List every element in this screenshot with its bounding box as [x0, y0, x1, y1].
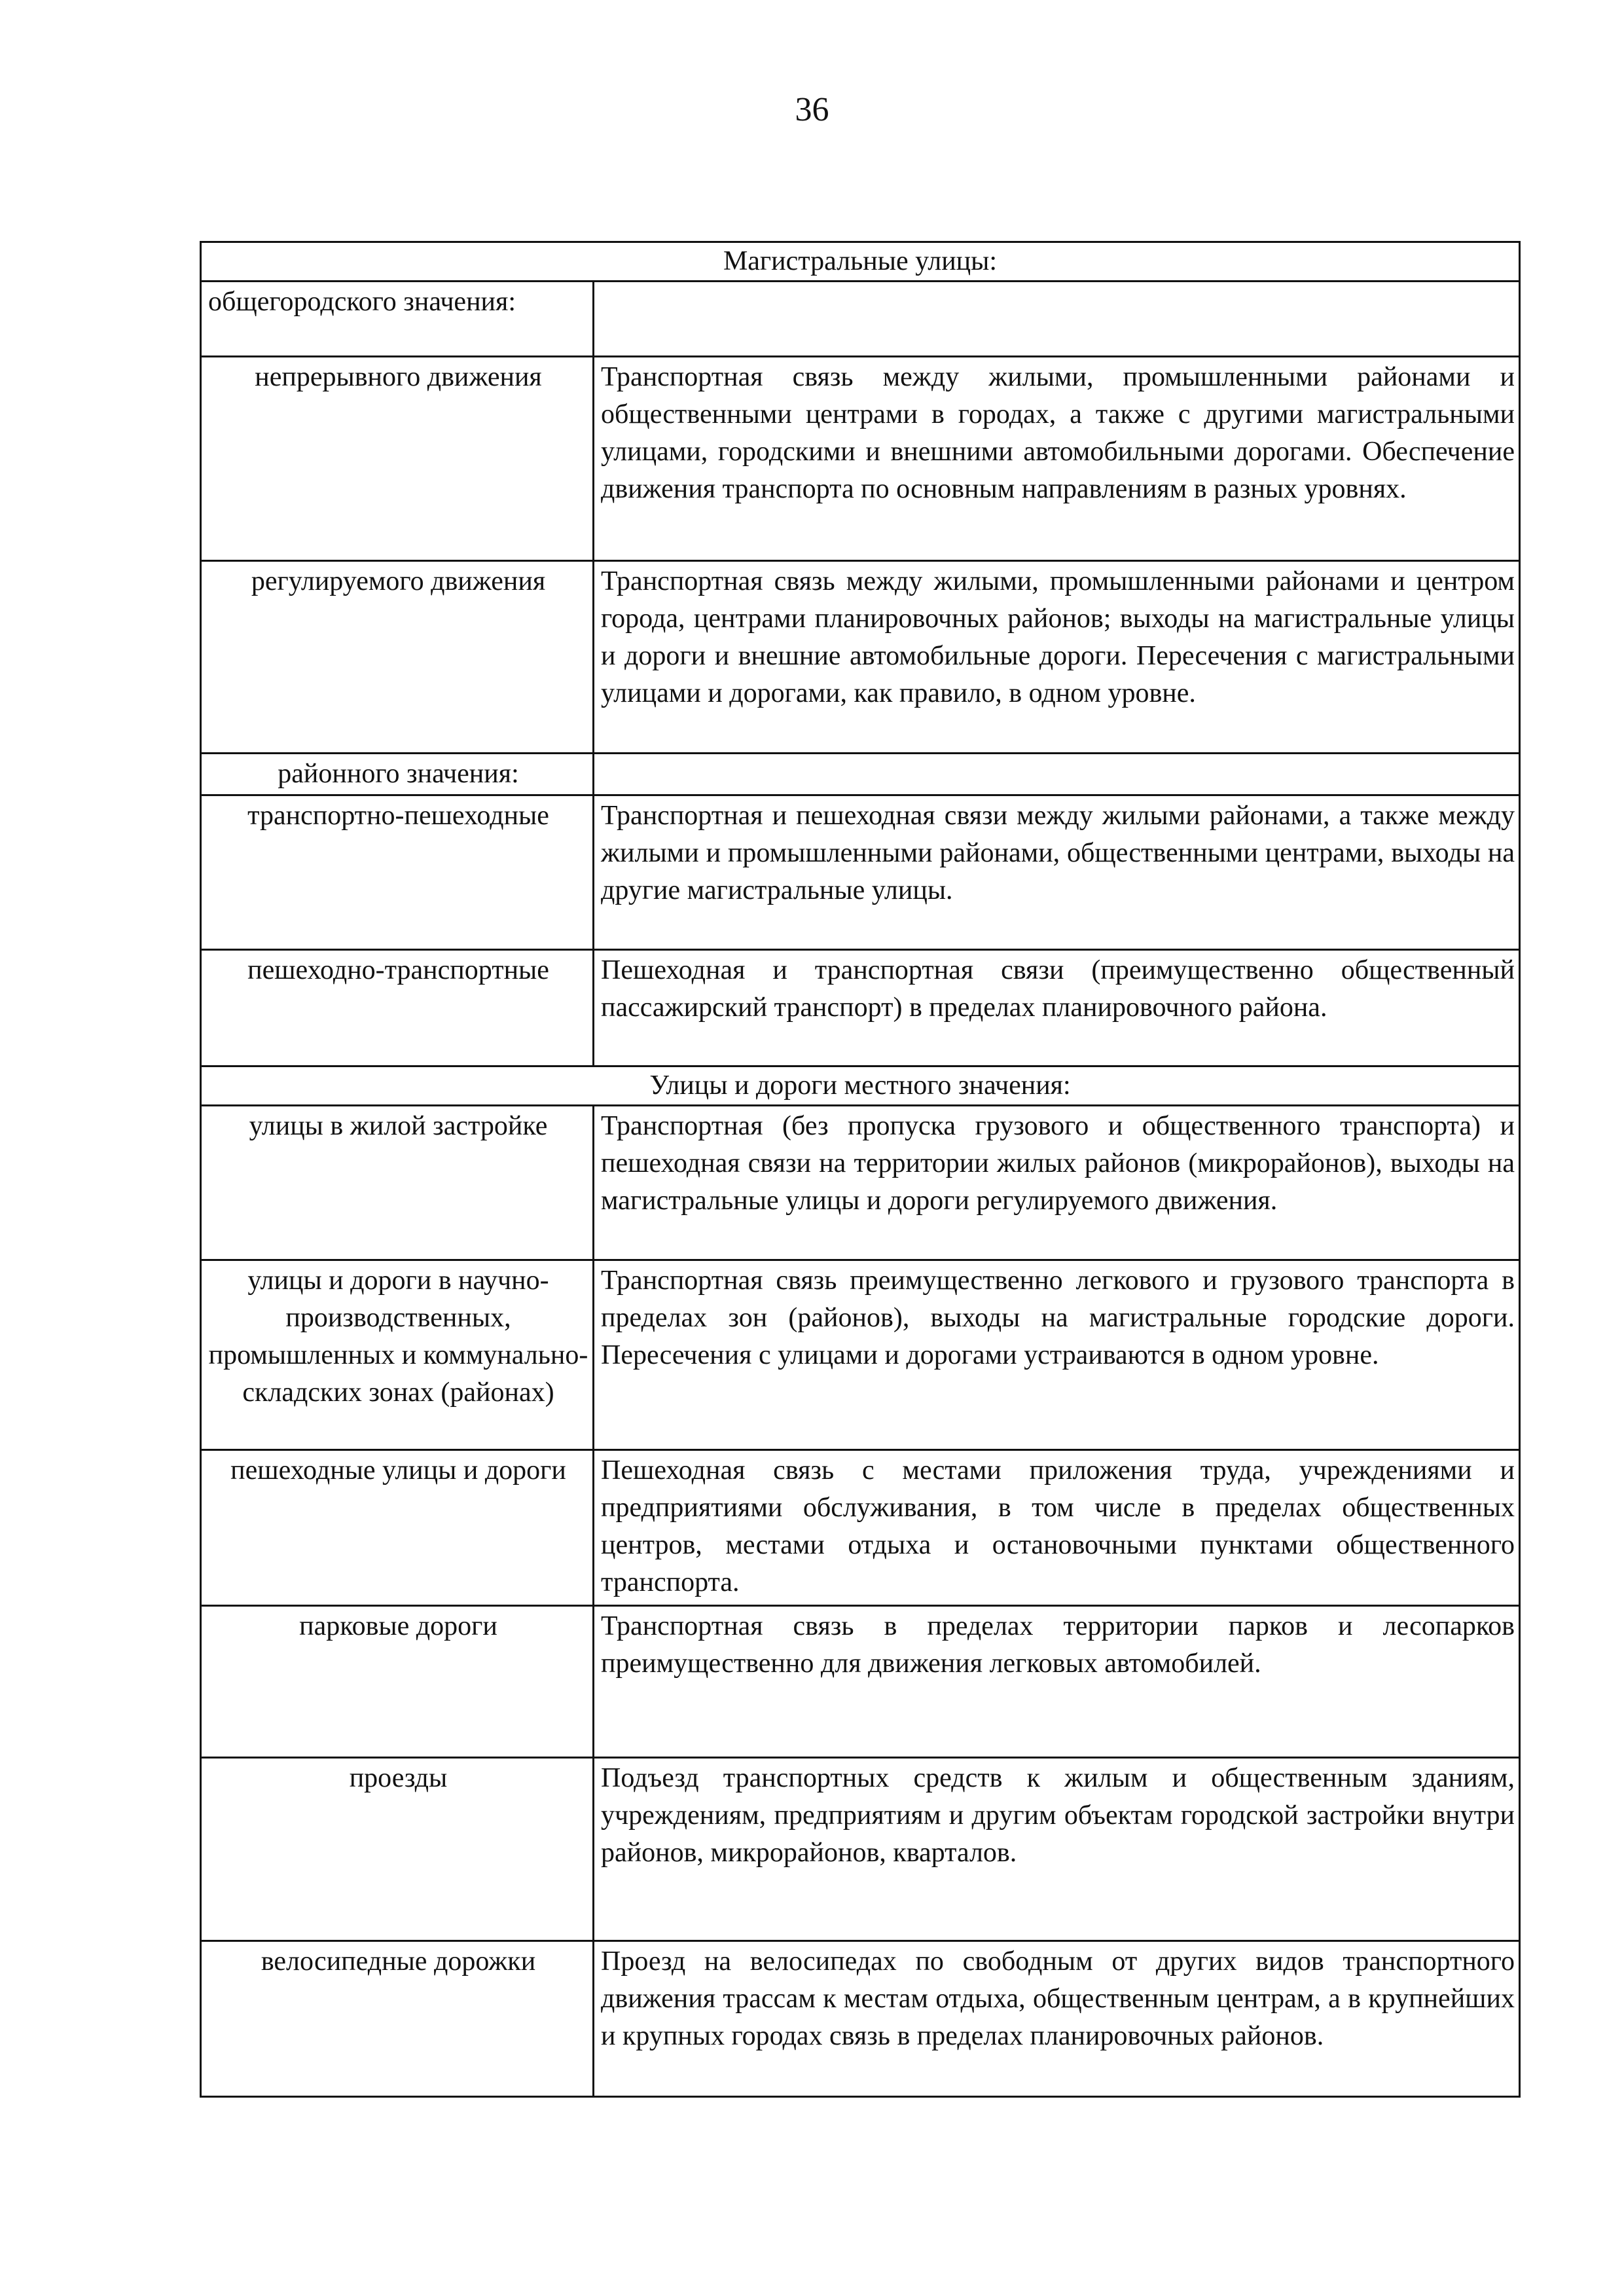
row-description: Транспортная связь между жилыми, промышленными районами и общественными центрами в городах, а также с другими магистральными улицами, городскими и внешними автомобильными дорогами. Обеспечение движения транспорта по основным направлениям в разных уровнях. [594, 357, 1520, 561]
table-row [201, 282, 1520, 357]
row-name: регулируемого движения [201, 561, 594, 754]
table-row [201, 1941, 1520, 2097]
row-name: пешеходно-транспортные [201, 950, 594, 1066]
table-row [201, 1260, 1520, 1450]
street-classification-table [200, 241, 1521, 2098]
table-row [201, 795, 1520, 950]
row-description: Транспортная связь преимущественно легкового и грузового транспорта в пределах зон (районов), выходы на магистральные городские дороги. Пересечения с улицами и дорогами устраиваются в одном уровне. [594, 1260, 1520, 1450]
row-description: Проезд на велосипедах по свободным от других видов транспортного движения трассам к местам отдыха, общественным центрам, а в крупнейших и крупных городах связь в пределах планировочных районов. [594, 1941, 1520, 2097]
row-description: Пешеходная связь с местами приложения труда, учреждениями и предприятиями обслуживания, в том числе в пределах общественных центров, местами отдыха и остановочными пунктами общественного транспорта. [594, 1450, 1520, 1606]
table-row [201, 1758, 1520, 1941]
row-description [594, 282, 1520, 357]
row-name: улицы и дороги в научно-производственных, промышленных и коммунально-складских зонах (районах) [201, 1260, 594, 1450]
table-row [201, 561, 1520, 754]
row-description: Подъезд транспортных средств к жилым и общественным зданиям, учреждениям, предприятиям и другим объектам городской застройки внутри районов, микрорайонов, кварталов. [594, 1758, 1520, 1941]
row-name: велосипедные дорожки [201, 1941, 594, 2097]
row-description: Пешеходная и транспортная связи (преимущественно общественный пассажирский транспорт) в пределах планировочного района. [594, 950, 1520, 1066]
table-row [201, 754, 1520, 795]
row-name: проезды [201, 1758, 594, 1941]
table-section-header [201, 1066, 1520, 1106]
row-name: непрерывного движения [201, 357, 594, 561]
local-streets-header: Улицы и дороги местного значения: [201, 1066, 1520, 1106]
row-name: пешеходные улицы и дороги [201, 1450, 594, 1606]
row-description: Транспортная и пешеходная связи между жилыми районами, а также между жилыми и промышленными районами, общественными центрами, выходы на другие магистральные улицы. [594, 795, 1520, 950]
table-row [201, 1450, 1520, 1606]
row-name: общегородского значения: [201, 282, 594, 357]
row-name: районного значения: [201, 754, 594, 795]
row-name: улицы в жилой застройке [201, 1106, 594, 1260]
table-section-header [201, 242, 1520, 282]
row-name: парковые дороги [201, 1606, 594, 1758]
page-number: 36 [795, 91, 829, 128]
table-row [201, 1106, 1520, 1260]
row-description: Транспортная связь в пределах территории парков и лесопарков преимущественно для движения легковых автомобилей. [594, 1606, 1520, 1758]
row-description [594, 754, 1520, 795]
main-streets-header: Магистральные улицы: [201, 242, 1520, 282]
table-row [201, 1606, 1520, 1758]
row-description: Транспортная (без пропуска грузового и общественного транспорта) и пешеходная связи на территории жилых районов (микрорайонов), выходы на магистральные улицы и дороги регулируемого движения. [594, 1106, 1520, 1260]
row-description: Транспортная связь между жилыми, промышленными районами и центром города, центрами планировочных районов; выходы на магистральные улицы и дороги и внешние автомобильные дороги. Пересечения с магистральными улицами и дорогами, как правило, в одном уровне. [594, 561, 1520, 754]
row-name: транспортно-пешеходные [201, 795, 594, 950]
table-row [201, 950, 1520, 1066]
table-row [201, 357, 1520, 561]
